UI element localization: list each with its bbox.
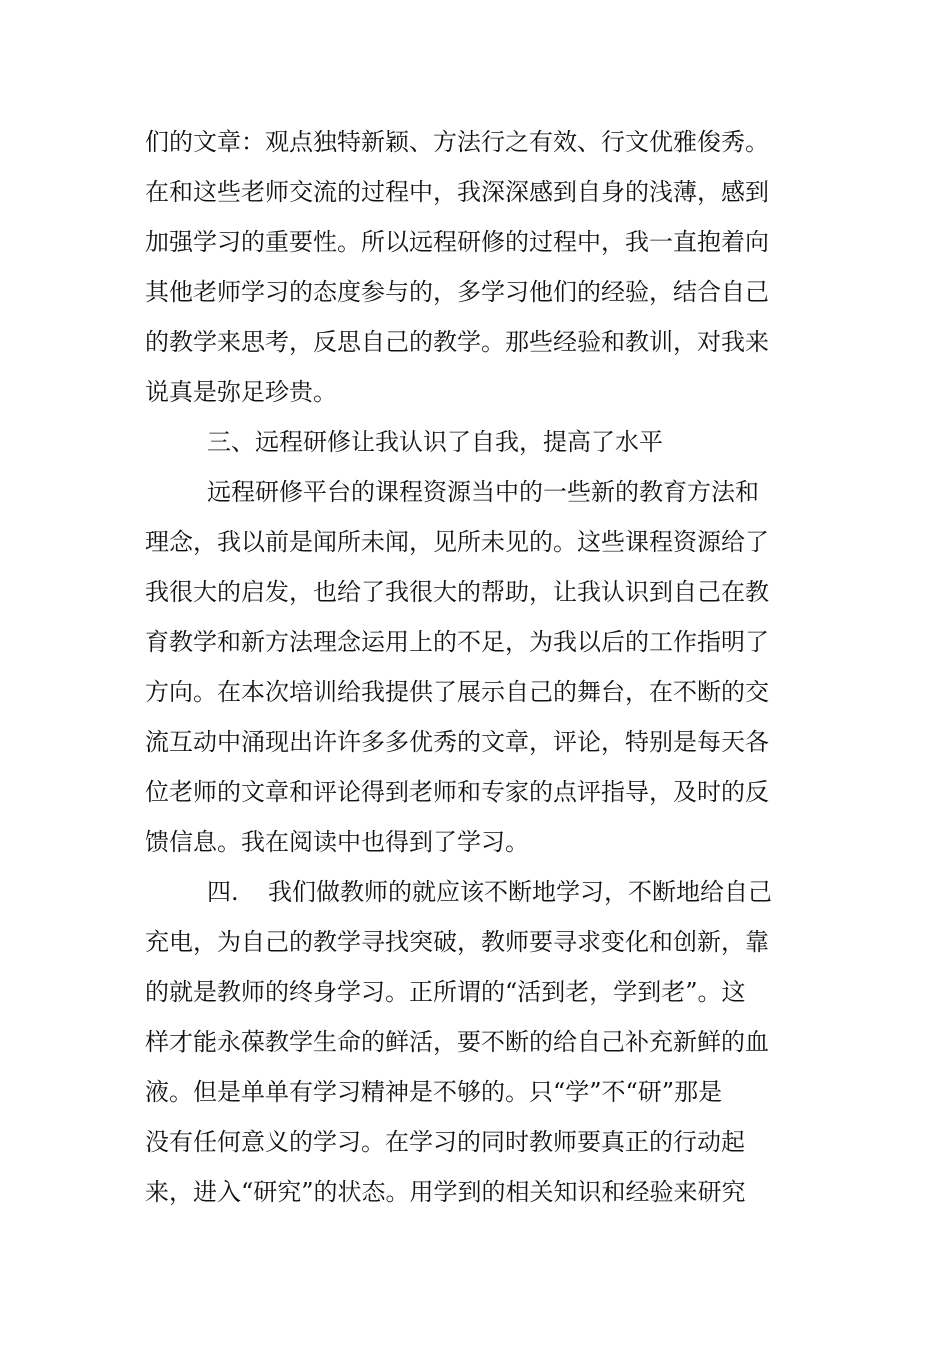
- paragraph-line: 馈信息。我在阅读中也得到了学习。: [145, 828, 529, 856]
- section-number: 四.: [207, 878, 239, 906]
- paragraph-line: 充电，为自己的教学寻找突破，教师要寻求变化和创新，靠: [145, 928, 769, 956]
- paragraph-line: 样才能永葆教学生命的鲜活，要不断的给自己补充新鲜的血: [145, 1028, 769, 1056]
- paragraph-line: 来，进入“研究”的状态。用学到的相关知识和经验来研究: [145, 1178, 746, 1206]
- paragraph-line: 说真是弥足珍贵。: [145, 378, 337, 406]
- paragraph-line: 在和这些老师交流的过程中，我深深感到自身的浅薄，感到: [145, 178, 769, 206]
- paragraph-line: 没有任何意义的学习。在学习的同时教师要真正的行动起: [145, 1128, 745, 1156]
- paragraph-line: 远程研修平台的课程资源当中的一些新的教育方法和: [207, 478, 759, 506]
- paragraph-line: 我们做教师的就应该不断地学习，不断地给自己: [268, 878, 772, 906]
- paragraph-line: 位老师的文章和评论得到老师和专家的点评指导，及时的反: [145, 778, 769, 806]
- section-heading: 三、远程研修让我认识了自我，提高了水平: [207, 428, 663, 456]
- paragraph-line: 的就是教师的终身学习。正所谓的“活到老，学到老”。这: [145, 978, 746, 1006]
- paragraph-line: 我很大的启发，也给了我很大的帮助，让我认识到自己在教: [145, 578, 769, 606]
- paragraph-line: 加强学习的重要性。所以远程研修的过程中，我一直抱着向: [145, 228, 769, 256]
- paragraph-line: 们的文章：观点独特新颖、方法行之有效、行文优雅俊秀。: [145, 128, 769, 156]
- paragraph-line: 育教学和新方法理念运用上的不足，为我以后的工作指明了: [145, 628, 769, 656]
- paragraph-line: 其他老师学习的态度参与的，多学习他们的经验，结合自己: [145, 278, 769, 306]
- paragraph-line: 理念，我以前是闻所未闻，见所未见的。这些课程资源给了: [145, 528, 769, 556]
- paragraph-line: 液。但是单单有学习精神是不够的。只“学”不“研”那是: [145, 1078, 723, 1106]
- paragraph-line: 流互动中涌现出许许多多优秀的文章，评论，特别是每天各: [145, 728, 769, 756]
- paragraph-line: 方向。在本次培训给我提供了展示自己的舞台，在不断的交: [145, 678, 769, 706]
- paragraph-line: 的教学来思考，反思自己的教学。那些经验和教训，对我来: [145, 328, 769, 356]
